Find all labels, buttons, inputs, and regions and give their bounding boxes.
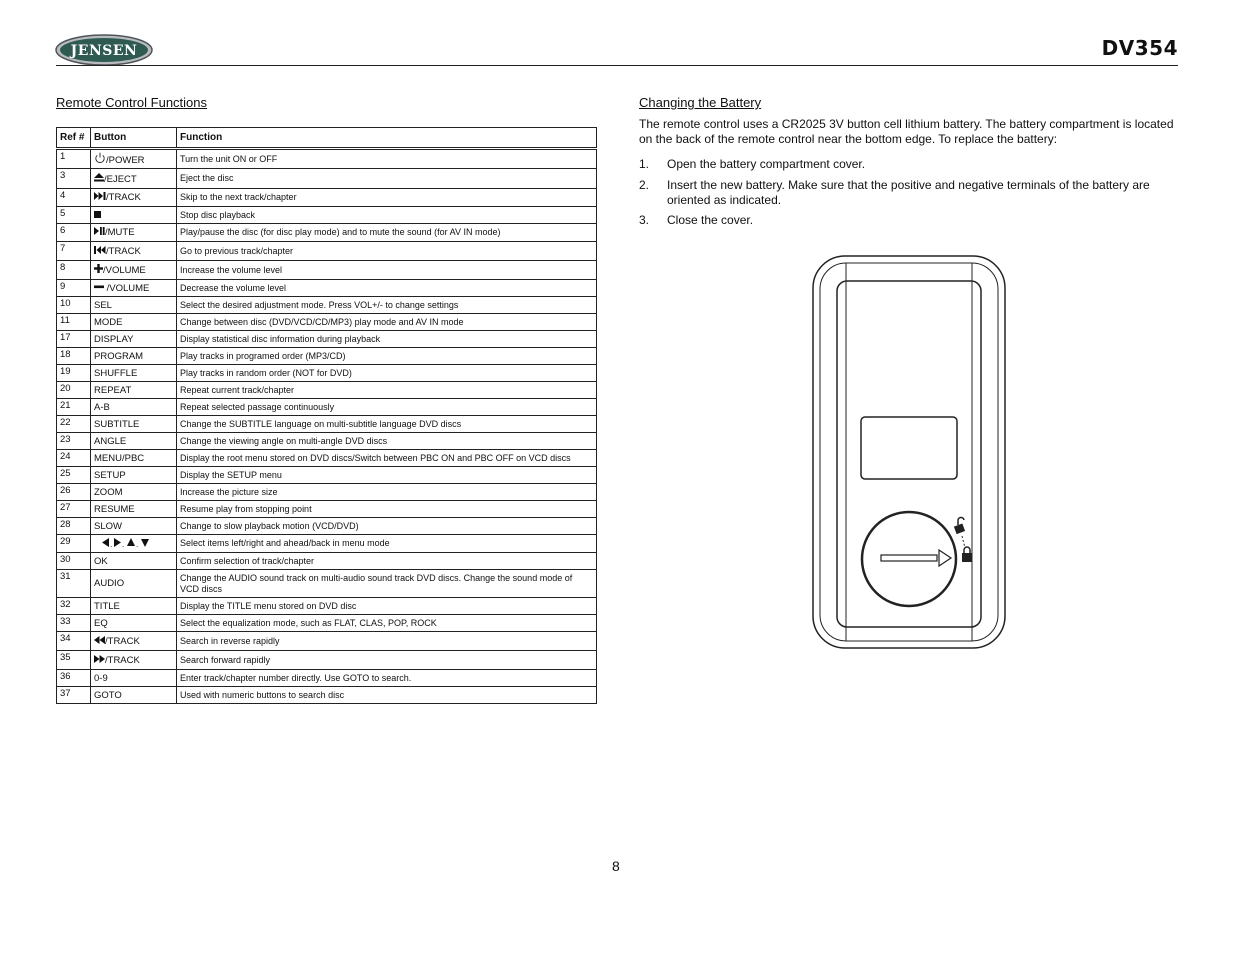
button-label: /VOLUME bbox=[103, 265, 146, 276]
button-cell bbox=[91, 314, 177, 331]
function-cell: Select items left/right and ahead/back in menu mode bbox=[177, 535, 597, 553]
ref-cell: 22 bbox=[57, 416, 91, 433]
header-ref: Ref # bbox=[57, 128, 91, 149]
page-number: 8 bbox=[612, 858, 620, 874]
battery-intro: The remote control uses a CR2025 3V button cell lithium battery. The battery compartment is located on the back of the remote control near the bottom edge. To replace the battery: bbox=[639, 117, 1174, 146]
button-label: /TRACK bbox=[106, 245, 141, 257]
button-cell bbox=[91, 553, 177, 570]
button-label: SEL bbox=[94, 299, 112, 311]
button-label: /MUTE bbox=[105, 227, 135, 238]
button-cell bbox=[91, 632, 177, 651]
button-cell bbox=[91, 687, 177, 704]
button-cell bbox=[91, 570, 177, 598]
button-cell bbox=[91, 598, 177, 615]
button-label: /EJECT bbox=[104, 173, 137, 185]
ref-cell: 26 bbox=[57, 484, 91, 501]
button-cell bbox=[91, 261, 177, 280]
button-label: /TRACK bbox=[105, 635, 140, 647]
next-icon bbox=[94, 192, 106, 203]
button-label: EQ bbox=[94, 617, 108, 629]
ref-cell: 3 bbox=[57, 169, 91, 189]
function-cell: Eject the disc bbox=[177, 169, 597, 189]
header-button: Button bbox=[91, 128, 177, 149]
play-pause-icon bbox=[94, 227, 105, 238]
table-row bbox=[57, 598, 597, 615]
table-row bbox=[57, 382, 597, 399]
function-cell: Play tracks in random order (NOT for DVD) bbox=[177, 365, 597, 382]
button-cell bbox=[91, 670, 177, 687]
rewind-icon bbox=[94, 636, 105, 647]
table-body bbox=[57, 149, 597, 704]
lock-icon bbox=[962, 547, 972, 562]
button-cell bbox=[91, 484, 177, 501]
remote-back-illustration bbox=[812, 255, 1006, 649]
function-cell: Change the SUBTITLE language on multi-subtitle language DVD discs bbox=[177, 416, 597, 433]
function-cell: Display the SETUP menu bbox=[177, 467, 597, 484]
button-cell bbox=[91, 348, 177, 365]
ref-cell: 18 bbox=[57, 348, 91, 365]
remote-functions-table bbox=[56, 127, 597, 704]
button-label: TITLE bbox=[94, 600, 120, 612]
button-label: /TRACK bbox=[105, 654, 140, 666]
button-label: AUDIO bbox=[94, 578, 125, 589]
button-label: REPEAT bbox=[94, 384, 132, 396]
function-cell: Repeat current track/chapter bbox=[177, 382, 597, 399]
svg-text:,: , bbox=[110, 539, 113, 547]
plus-icon bbox=[94, 264, 103, 276]
step-text: Insert the new battery. Make sure that the positive and negative terminals of the battery are oriented as indicated. bbox=[667, 178, 1150, 207]
ref-cell: 6 bbox=[57, 224, 91, 242]
svg-text:,: , bbox=[136, 539, 139, 547]
button-cell bbox=[91, 382, 177, 399]
button-label: SLOW bbox=[94, 520, 122, 532]
function-cell: Search forward rapidly bbox=[177, 651, 597, 670]
button-cell bbox=[91, 149, 177, 169]
ref-cell: 29 bbox=[57, 535, 91, 553]
ref-cell: 34 bbox=[57, 632, 91, 651]
ref-cell: 35 bbox=[57, 651, 91, 670]
ref-cell: 20 bbox=[57, 382, 91, 399]
button-label: DISPLAY bbox=[94, 333, 134, 345]
function-cell: Decrease the volume level bbox=[177, 280, 597, 297]
button-label: /TRACK bbox=[106, 192, 141, 203]
button-cell bbox=[91, 399, 177, 416]
eject-icon bbox=[94, 173, 104, 185]
button-label: ZOOM bbox=[94, 486, 123, 498]
svg-text:,: , bbox=[122, 539, 125, 547]
function-cell: Play tracks in programed order (MP3/CD) bbox=[177, 348, 597, 365]
function-cell: Enter track/chapter number directly. Use GOTO to search. bbox=[177, 670, 597, 687]
battery-cover-icon bbox=[862, 512, 956, 606]
previous-icon bbox=[94, 246, 106, 257]
function-cell: Display the TITLE menu stored on DVD disc bbox=[177, 598, 597, 615]
button-label: OK bbox=[94, 555, 108, 567]
function-cell: Increase the volume level bbox=[177, 261, 597, 280]
button-label: ANGLE bbox=[94, 435, 127, 447]
svg-text:JENSEN: JENSEN bbox=[70, 43, 138, 59]
power-icon bbox=[94, 152, 106, 166]
button-cell bbox=[91, 224, 177, 242]
table-row bbox=[57, 365, 597, 382]
table-row bbox=[57, 433, 597, 450]
minus-icon bbox=[94, 283, 104, 294]
table-row bbox=[57, 518, 597, 535]
function-cell: Change between disc (DVD/VCD/CD/MP3) play mode and AV IN mode bbox=[177, 314, 597, 331]
function-cell: Select the equalization mode, such as FLAT, CLAS, POP, ROCK bbox=[177, 615, 597, 632]
step-text: Close the cover. bbox=[667, 213, 754, 227]
function-cell: Repeat selected passage continuously bbox=[177, 399, 597, 416]
function-cell: Increase the picture size bbox=[177, 484, 597, 501]
function-cell: Select the desired adjustment mode. Press VOL+/- to change settings bbox=[177, 297, 597, 314]
table-row bbox=[57, 670, 597, 687]
function-cell: Search in reverse rapidly bbox=[177, 632, 597, 651]
button-cell bbox=[91, 450, 177, 467]
table-row bbox=[57, 467, 597, 484]
button-label: MENU/PBC bbox=[94, 452, 145, 464]
ref-cell: 7 bbox=[57, 242, 91, 261]
ref-cell: 27 bbox=[57, 501, 91, 518]
ref-cell: 36 bbox=[57, 670, 91, 687]
arrows-icon bbox=[94, 538, 162, 550]
button-cell bbox=[91, 169, 177, 189]
ref-cell: 10 bbox=[57, 297, 91, 314]
function-cell: Change the AUDIO sound track on multi-audio sound track DVD discs. Change the sound mode of VCD discs bbox=[177, 570, 597, 598]
table-row bbox=[57, 632, 597, 651]
remote-functions-heading: Remote Control Functions bbox=[56, 95, 208, 110]
button-label: GOTO bbox=[94, 689, 122, 701]
function-cell: Skip to the next track/chapter bbox=[177, 189, 597, 207]
button-cell bbox=[91, 535, 177, 553]
model-number: DV354 bbox=[1101, 36, 1178, 60]
function-cell: Used with numeric buttons to search disc bbox=[177, 687, 597, 704]
function-cell: Change the viewing angle on multi-angle DVD discs bbox=[177, 433, 597, 450]
stop-icon bbox=[94, 210, 101, 221]
header-function: Function bbox=[177, 128, 597, 149]
function-cell: Play/pause the disc (for disc play mode) and to mute the sound (for AV IN mode) bbox=[177, 224, 597, 242]
table-row bbox=[57, 224, 597, 242]
table-row bbox=[57, 553, 597, 570]
button-cell bbox=[91, 207, 177, 224]
header-rule bbox=[56, 65, 1178, 66]
step-text: Open the battery compartment cover. bbox=[667, 157, 866, 171]
ref-cell: 24 bbox=[57, 450, 91, 467]
ref-cell: 11 bbox=[57, 314, 91, 331]
button-cell bbox=[91, 365, 177, 382]
table-row bbox=[57, 651, 597, 670]
button-cell bbox=[91, 416, 177, 433]
button-cell bbox=[91, 518, 177, 535]
function-cell: Resume play from stopping point bbox=[177, 501, 597, 518]
table-row bbox=[57, 280, 597, 297]
button-label: SHUFFLE bbox=[94, 367, 138, 379]
ref-cell: 19 bbox=[57, 365, 91, 382]
button-label: SUBTITLE bbox=[94, 418, 140, 430]
table-row bbox=[57, 484, 597, 501]
button-cell bbox=[91, 242, 177, 261]
ref-cell: 17 bbox=[57, 331, 91, 348]
table-row bbox=[57, 450, 597, 467]
function-cell: Turn the unit ON or OFF bbox=[177, 149, 597, 169]
button-label: PROGRAM bbox=[94, 350, 144, 362]
button-label: SETUP bbox=[94, 469, 126, 481]
button-cell bbox=[91, 280, 177, 297]
table-row bbox=[57, 189, 597, 207]
table-row bbox=[57, 535, 597, 553]
button-cell bbox=[91, 189, 177, 207]
button-label: /VOLUME bbox=[104, 282, 150, 294]
function-cell: Display the root menu stored on DVD discs/Switch between PBC ON and PBC OFF on VCD discs bbox=[177, 450, 597, 467]
table-row bbox=[57, 169, 597, 189]
button-label: /POWER bbox=[106, 155, 145, 166]
battery-heading: Changing the Battery bbox=[639, 95, 762, 110]
button-label: 0-9 bbox=[94, 672, 108, 684]
table-row bbox=[57, 501, 597, 518]
jensen-logo bbox=[55, 34, 153, 66]
ref-cell: 8 bbox=[57, 261, 91, 280]
step-number: 1. bbox=[639, 157, 650, 171]
function-cell: Stop disc playback bbox=[177, 207, 597, 224]
table-row bbox=[57, 348, 597, 365]
table-row bbox=[57, 207, 597, 224]
table-row bbox=[57, 314, 597, 331]
button-cell bbox=[91, 615, 177, 632]
ref-cell: 33 bbox=[57, 615, 91, 632]
table-row bbox=[57, 615, 597, 632]
unlock-icon bbox=[954, 517, 965, 534]
button-cell bbox=[91, 331, 177, 348]
ref-cell: 32 bbox=[57, 598, 91, 615]
ref-cell: 5 bbox=[57, 207, 91, 224]
table-row bbox=[57, 242, 597, 261]
ref-cell: 31 bbox=[57, 570, 91, 598]
ref-cell: 9 bbox=[57, 280, 91, 297]
ref-cell: 25 bbox=[57, 467, 91, 484]
ref-cell: 1 bbox=[57, 149, 91, 169]
table-header-row bbox=[57, 128, 597, 149]
table-row bbox=[57, 297, 597, 314]
step-number: 2. bbox=[639, 178, 650, 192]
button-label: MODE bbox=[94, 316, 123, 328]
step-number: 3. bbox=[639, 213, 650, 227]
table-row bbox=[57, 399, 597, 416]
function-cell: Display statistical disc information during playback bbox=[177, 331, 597, 348]
button-label: RESUME bbox=[94, 503, 135, 515]
ref-cell: 37 bbox=[57, 687, 91, 704]
button-cell bbox=[91, 433, 177, 450]
ref-cell: 28 bbox=[57, 518, 91, 535]
function-cell: Go to previous track/chapter bbox=[177, 242, 597, 261]
ref-cell: 21 bbox=[57, 399, 91, 416]
button-cell bbox=[91, 297, 177, 314]
table-row bbox=[57, 261, 597, 280]
button-label: A-B bbox=[94, 401, 110, 413]
button-cell bbox=[91, 467, 177, 484]
ref-cell: 23 bbox=[57, 433, 91, 450]
ref-cell: 4 bbox=[57, 189, 91, 207]
button-cell bbox=[91, 501, 177, 518]
table-row bbox=[57, 570, 597, 598]
table-row bbox=[57, 149, 597, 169]
table-row bbox=[57, 687, 597, 704]
function-cell: Confirm selection of track/chapter bbox=[177, 553, 597, 570]
table-row bbox=[57, 331, 597, 348]
function-cell: Change to slow playback motion (VCD/DVD) bbox=[177, 518, 597, 535]
ref-cell: 30 bbox=[57, 553, 91, 570]
table-row bbox=[57, 416, 597, 433]
button-cell bbox=[91, 651, 177, 670]
fast-forward-icon bbox=[94, 655, 105, 666]
